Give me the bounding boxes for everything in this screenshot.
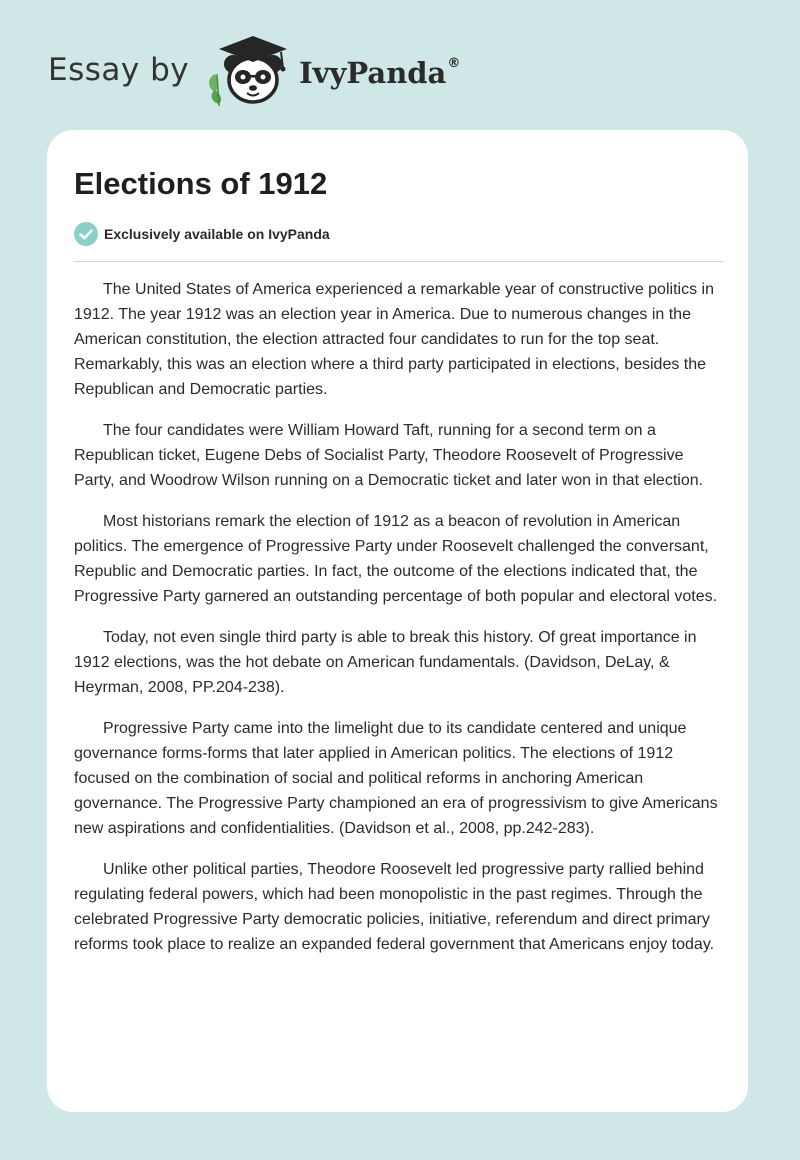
ivy-leaf-icon	[209, 74, 221, 106]
exclusive-badge-label: Exclusively available on IvyPanda	[104, 226, 330, 242]
brand-label: IvyPanda	[299, 56, 447, 90]
checkmark-circle-icon	[74, 222, 98, 246]
paragraph: Unlike other political parties, Theodore Roosevelt led progressive party rallied behind regulating federal powers, which had been monopolistic in the past regimes. Through the celebrated Progressive Party democratic policies, initiative, referendum and direct primary reforms took place to realize an expanded federal government that Americans enjoy today.	[74, 861, 715, 953]
exclusive-badge	[74, 222, 330, 246]
panda-logo-icon	[203, 30, 295, 110]
essay-body	[74, 277, 726, 973]
brand-name[interactable]	[299, 56, 460, 90]
essay-card	[47, 130, 748, 1112]
site-header	[48, 30, 460, 110]
paragraph: Today, not even single third party is able to break this history. Of great importance in 1912 elections, was the hot debate on American fundamentals. (Davidson, DeLay, & Heyrman, 2008, PP.204-238).	[74, 629, 697, 696]
paragraph: The United States of America experienced a remarkable year of constructive politics in 1912. The year 1912 was an election year in America. Due to numerous changes in the American constitution, the election attracted four candidates to run for the top seat. Remarkably, this was an election where a third party participated in elections, besides the Republican and Democratic parties.	[74, 281, 714, 398]
registered-mark: ®	[447, 56, 461, 71]
paragraph: The four candidates were William Howard Taft, running for a second term on a Republican ticket, Eugene Debs of Socialist Party, Theodore Roosevelt of Progressive Party, and Woodrow Wilson running on a Democratic ticket and later won in that election.	[74, 422, 704, 489]
essay-by-label: Essay by	[48, 52, 190, 88]
page-title: Elections of 1912	[74, 166, 328, 201]
paragraph: Progressive Party came into the limelight due to its candidate centered and unique governance forms-forms that later applied in American politics. The elections of 1912 focused on the combination of social and political reforms in anchoring American governance. The Progressive Party championed an era of progressivism to give Americans new aspirations and confidentialities. (Davidson et al., 2008, pp.242-283).	[74, 720, 718, 837]
paragraph: Most historians remark the election of 1912 as a beacon of revolution in American politics. The emergence of Progressive Party under Roosevelt challenged the conversant, Republic and Democratic parties. In fact, the outcome of the elections indicated that, the Progressive Party garnered an outstanding percentage of both popular and electoral votes.	[74, 513, 718, 605]
title-divider	[74, 261, 723, 262]
